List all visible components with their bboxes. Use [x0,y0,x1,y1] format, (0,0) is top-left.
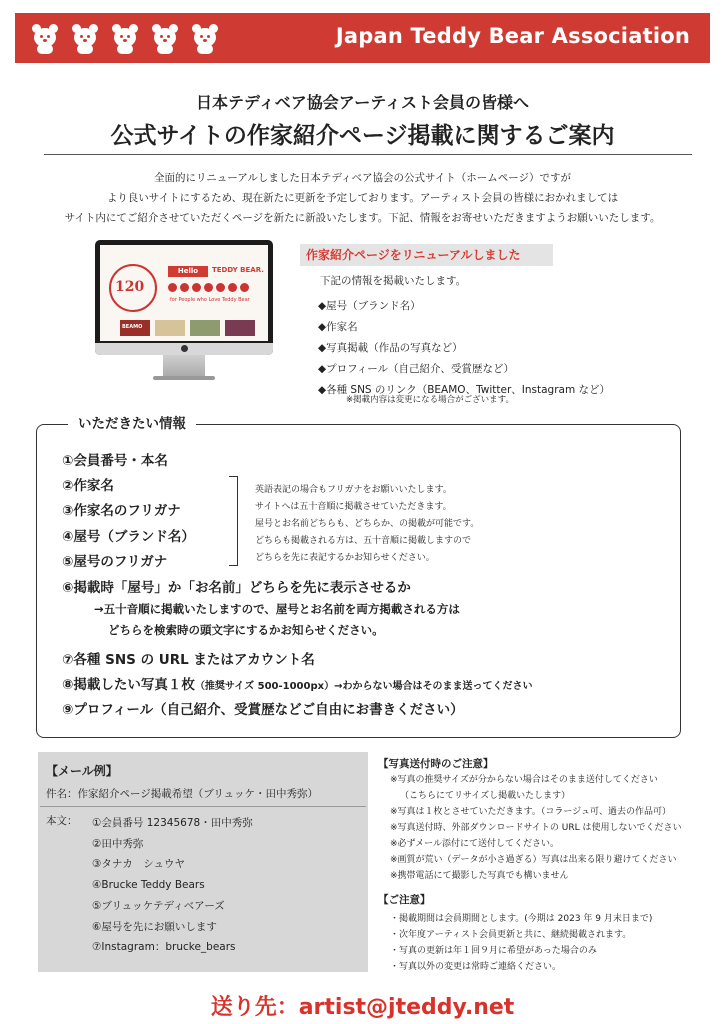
required-item-3: ③作家名のフリガナ [62,503,181,519]
imac-foot [153,376,215,380]
list-item: ◆プロフィール（自己紹介、受賞歴など） [318,363,515,375]
list-item: ◆写真掲載（作品の写真など） [318,342,463,354]
mail-body [92,813,253,958]
mini-bear-row [168,283,249,292]
note-line: どちらを先に表記するかお知らせください。 [255,553,435,563]
note-line: 英語表記の場合もフリガナをお願いいたします。 [255,485,452,495]
photo-note: （こちらにてリサイズし掲載いたします） [400,791,571,801]
page-title: 公式サイトの作家紹介ページ掲載に関するご案内 [110,122,615,149]
note-line: サイトへは五十音順に掲載させていただきます。 [255,502,452,512]
apple-logo-icon [181,345,188,352]
renewal-heading [300,244,553,266]
page-subtitle: 日本テディベア協会アーティスト会員の皆様へ [196,93,529,112]
title-divider [44,154,692,155]
renewal-note: ※掲載内容は変更になる場合がございます。 [346,395,514,405]
imac-illustration [95,240,275,388]
required-item-6-note: →五十音順に掲載いたしますので、屋号とお名前を両方掲載される方は [94,602,460,616]
bear-icon [151,22,179,54]
general-note: ・掲載期間は会員期間とします。(今期は 2023 年 9 月末日まで) [390,914,653,924]
hello-banner: Hello [168,266,208,277]
mail-divider [40,806,366,807]
list-item: ◆屋号（ブランド名） [318,300,421,312]
mail-body-label: 本文： [46,815,78,827]
renewal-heading-text: 作家紹介ページをリニューアルしました [306,248,521,262]
furigana-note [255,482,479,567]
brand-name: Japan Teddy Bear Association [335,24,690,48]
mail-line: ②田中秀弥 [92,837,144,850]
required-info-title: いただきたい情報 [68,412,196,432]
general-note: ・写真以外の変更は常時ご連絡ください。 [390,962,562,972]
mail-line: ③タナカ シュウヤ [92,858,185,871]
required-item-5: ⑤屋号のフリガナ [62,554,168,570]
imac-screen [95,240,273,355]
photo-note: ※写真送付時、外部ダウンロードサイトの URL は使用しないでください [390,823,682,833]
mail-line: ⑦Instagram：brucke_bears [92,941,236,954]
anniversary-number: 120 [115,279,145,295]
photo-note: ※必ずメール添付にて送付してください。 [390,839,560,849]
teddy-banner: TEDDY BEAR. [212,266,264,274]
general-notes-heading: 【ご注意】 [378,894,431,906]
bear-icon [191,22,219,54]
required-item-6-note: どちらを検索時の頭文字にするかお知らせください。 [108,623,384,637]
photo-notes-heading: 【写真送付時のご注意】 [378,758,494,770]
general-note: ・写真の更新は年１回９月に希望があった場合のみ [390,946,597,956]
list-item: ◆作家名 [318,321,358,333]
notes-column [378,756,682,975]
mail-line: ①会員番号 12345678・田中秀弥 [92,817,253,829]
bracket-divider [229,476,238,566]
photo-note: ※写真の推奨サイズが分からない場合はそのまま送付してください [390,775,658,785]
required-item-8-label: ⑧掲載したい写真１枚 [62,677,195,693]
general-note: ・次年度アーティスト会員更新と共に、継続掲載されます。 [390,930,632,940]
bear-icon [31,22,59,54]
note-line: 屋号とお名前どちらも、どちらか、の掲載が可能です。 [255,519,480,529]
photo-note: ※画質が荒い（データが小さ過ぎる）写真は出来る限り避けてください [390,855,677,865]
note-line: どちらも掲載される方は、五十音順に掲載しますので [255,536,472,546]
required-item-4: ④屋号（ブランド名） [62,529,195,545]
required-item-7: ⑦各種 SNS の URL またはアカウント名 [62,652,315,668]
required-item-6: ⑥掲載時「屋号」か「お名前」どちらを先に表示させるか [62,580,411,596]
required-item-1: ①会員番号・本名 [62,453,168,469]
bear-icon [71,22,99,54]
contact-email[interactable]: 送り先：artist@jteddy.net [210,995,515,1020]
mail-subject: 件名：作家紹介ページ掲載希望（ブリュッケ・田中秀弥） [46,788,319,800]
mail-example-heading: 【メール例】 [46,764,118,778]
required-item-2: ②作家名 [62,478,114,494]
required-item-8-detail: （推奨サイズ 500-1000px）→わからない場合はそのまま送ってください [194,681,533,692]
bear-icon [111,22,139,54]
photo-note: ※携帯電話にて撮影した写真でも構いません [390,871,569,881]
website-preview [100,245,268,341]
imac-stand [163,355,205,377]
intro-line: サイト内にてご紹介させていただくページを新たに新設いたします。下記、情報をお寄せいただきますようお願いいたします。 [64,212,661,224]
required-item-8 [62,673,532,693]
renewal-lead: 下記の情報を掲載いたします。 [320,275,467,287]
required-item-9: ⑨プロフィール（自己紹介、受賞歴などご自由にお書きください） [62,702,464,718]
site-tagline: for People who Love Teddy Bear [170,297,250,303]
mail-line: ⑤ブリュッケテディベアーズ [92,899,225,912]
photo-note: ※写真は１枚とさせていただきます。（コラージュ可、過去の作品可） [390,807,671,817]
bear-logo-row [31,22,219,54]
mail-line: ⑥屋号を先にお願いします [92,920,217,933]
beamo-thumb-label: BEAMO [122,324,143,330]
mail-line: ④Brucke Teddy Bears [92,879,205,892]
intro-line: より良いサイトにするため、現在新たに更新を予定しております。アーティスト会員の皆様におかれましては [106,192,619,204]
header-bar [15,13,710,63]
intro-text [20,168,705,228]
intro-line: 全面的にリニューアルしました日本テディベア協会の公式サイト（ホームページ）ですが [153,172,572,184]
list-item: ◆各種 SNS のリンク（BEAMO、Twitter、Instagram など） [318,384,611,396]
renewal-list [318,296,610,401]
